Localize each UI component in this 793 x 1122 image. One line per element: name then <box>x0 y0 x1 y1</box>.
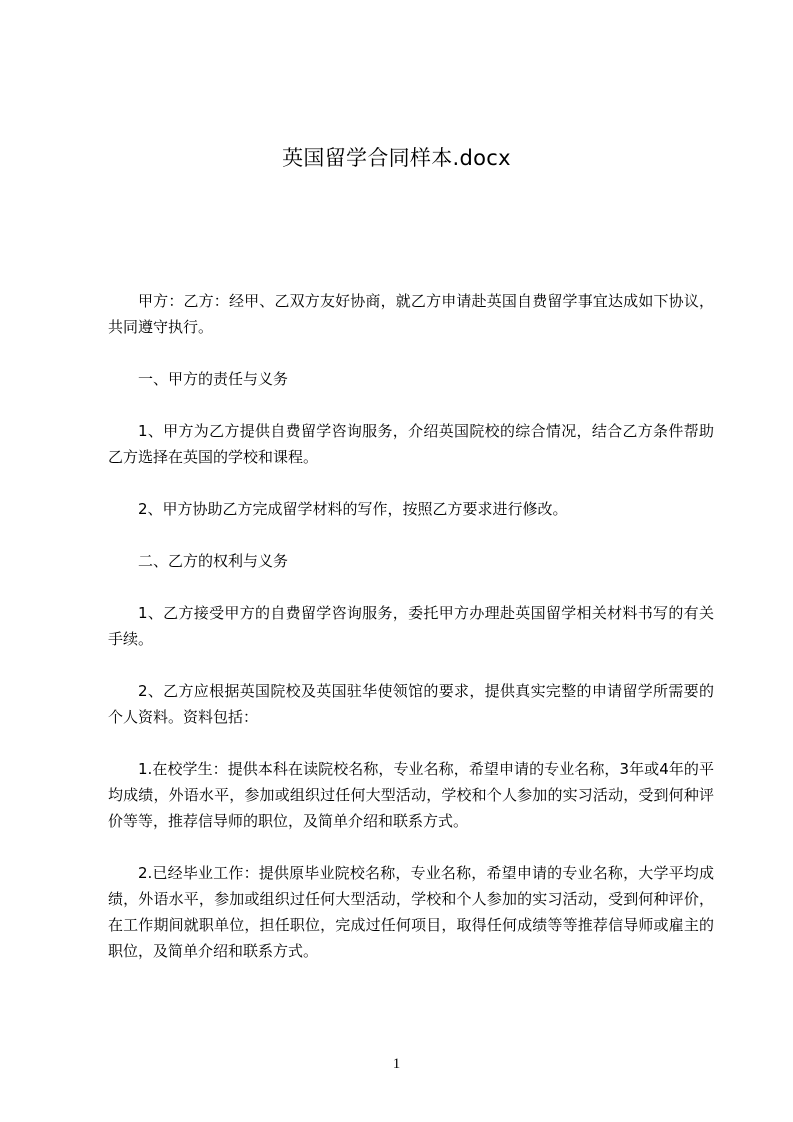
party-b-clause-1: 1、乙方接受甲方的自费留学咨询服务，委托甲方办理赴英国留学相关材料书写的有关手续。 <box>108 604 714 648</box>
document-body <box>108 288 714 990</box>
intro-paragraph: 甲方：乙方：经甲、乙双方友好协商，就乙方申请赴英国自费留学事宜达成如下协议，共同遵守执行。 <box>108 292 714 336</box>
party-a-clause-2: 2、甲方协助乙方完成留学材料的写作，按照乙方要求进行修改。 <box>138 500 568 518</box>
page-number: 1 <box>392 1056 401 1072</box>
party-a-clause-1: 1、甲方为乙方提供自费留学咨询服务，介绍英国院校的综合情况，结合乙方条件帮助乙方选择在英国的学校和课程。 <box>108 422 714 466</box>
document-title: 英国留学合同样本.docx <box>282 146 511 170</box>
section-heading-party-a: 一、甲方的责任与义务 <box>138 370 289 388</box>
materials-graduates: 2.已经毕业工作：提供原毕业院校名称，专业名称，希望申请的专业名称，大学平均成绩，外语水平，参加或组织过任何大型活动，学校和个人参加的实习活动，受到何种评价，在工作期间就职单位，担任职位，完成过任何项目，取得任何成绩等等推荐信导师或雇主的职位，及简单介绍和联系方式。 <box>108 864 714 960</box>
materials-current-students: 1.在校学生：提供本科在读院校名称，专业名称，希望申请的专业名称，3年或4年的平均成绩，外语水平，参加或组织过任何大型活动，学校和个人参加的实习活动，受到何种评价等等，推荐信导师的职位，及简单介绍和联系方式。 <box>108 760 714 830</box>
section-heading-party-b: 二、乙方的权利与义务 <box>138 552 289 570</box>
party-b-clause-2: 2、乙方应根据英国院校及英国驻华使领馆的要求，提供真实完整的申请留学所需要的个人资料。资料包括： <box>108 682 714 726</box>
